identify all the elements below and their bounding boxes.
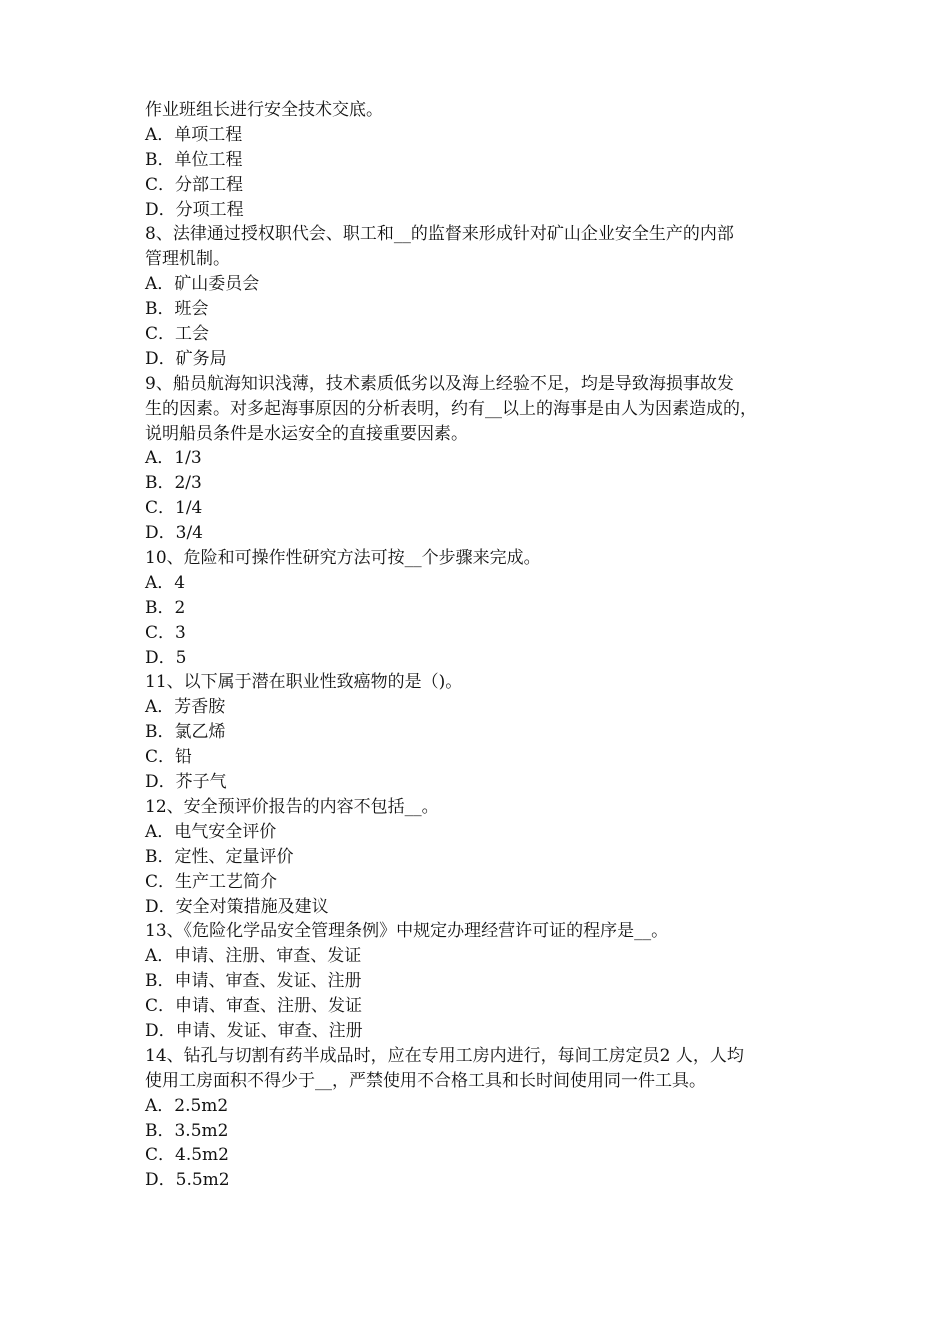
option-d: D．3/4: [145, 523, 203, 544]
question-stem: 使用工房面积不得少于__，严禁使用不合格工具和长时间使用同一件工具。: [145, 1070, 706, 1091]
option-b: B．单位工程: [145, 149, 243, 170]
option-a: A．电气安全评价: [145, 821, 277, 842]
question-block: [145, 919, 815, 1043]
question-stem: 8、法律通过授权职代会、职工和__的监督来形成针对矿山企业安全生产的内部: [145, 224, 734, 245]
option-a: A．2.5m2: [145, 1095, 229, 1116]
question-block: [145, 795, 815, 919]
question-list: [145, 222, 815, 1193]
question-block: [145, 1044, 815, 1193]
question-stem: 10、危险和可操作性研究方法可按__个步骤来完成。: [145, 548, 541, 569]
option-c: C．分部工程: [145, 174, 244, 195]
question-stem: 管理机制。: [145, 249, 230, 270]
option-a: A．芳香胺: [145, 697, 226, 718]
option-c: C．1/4: [145, 498, 203, 519]
option-a: A．单项工程: [145, 124, 243, 145]
option-c: C．申请、审查、注册、发证: [145, 996, 363, 1017]
option-list: [145, 123, 815, 223]
option-a: A．申请、注册、审查、发证: [145, 946, 362, 967]
option-b: B．3.5m2: [145, 1120, 229, 1141]
option-c: C．4.5m2: [145, 1145, 229, 1166]
option-b: B．2/3: [145, 473, 202, 494]
option-d: D．5.5m2: [145, 1170, 230, 1191]
question-stem: 生的因素。对多起海事原因的分析表明，约有__以上的海事是由人为因素造成的，: [145, 398, 757, 419]
option-c: C．铅: [145, 747, 193, 768]
question-block: [145, 372, 815, 546]
option-d: D．分项工程: [145, 199, 244, 220]
option-c: C．工会: [145, 324, 210, 345]
question-stem: 12、安全预评价报告的内容不包括__。: [145, 796, 439, 817]
question-stem: 14、钻孔与切割有药半成品时，应在专用工房内进行，每间工房定员2 人，人均: [145, 1045, 744, 1066]
option-a: A．4: [145, 572, 186, 593]
option-b: B．氯乙烯: [145, 722, 226, 743]
option-d: D．芥子气: [145, 772, 227, 793]
option-b: B．2: [145, 597, 186, 618]
question-stem: 11、以下属于潜在职业性致癌物的是（)。: [145, 672, 463, 693]
option-c: C．3: [145, 622, 186, 643]
question-block: [145, 546, 815, 670]
option-d: D．申请、发证、审查、注册: [145, 1020, 363, 1041]
option-b: B．班会: [145, 299, 209, 320]
option-c: C．生产工艺简介: [145, 871, 278, 892]
option-a: A．1/3: [145, 448, 202, 469]
question-stem: 13、《危险化学品安全管理条例》中规定办理经营许可证的程序是__。: [145, 921, 669, 942]
option-d: D．安全对策措施及建议: [145, 896, 329, 917]
question-block: [145, 222, 815, 371]
option-a: A．矿山委员会: [145, 274, 260, 295]
option-b: B．定性、定量评价: [145, 846, 294, 867]
option-b: B．申请、审查、发证、注册: [145, 971, 362, 992]
question-stem: 9、船员航海知识浅薄，技术素质低劣以及海上经验不足，均是导致海损事故发: [145, 373, 734, 394]
option-d: D．5: [145, 647, 187, 668]
option-d: D．矿务局: [145, 348, 227, 369]
question-block: [145, 670, 815, 794]
question-stem: 说明船员条件是水运安全的直接重要因素。: [145, 423, 468, 444]
question-stem-continuation: 作业班组长进行安全技术交底。: [145, 100, 383, 120]
document-page: [145, 98, 815, 1193]
